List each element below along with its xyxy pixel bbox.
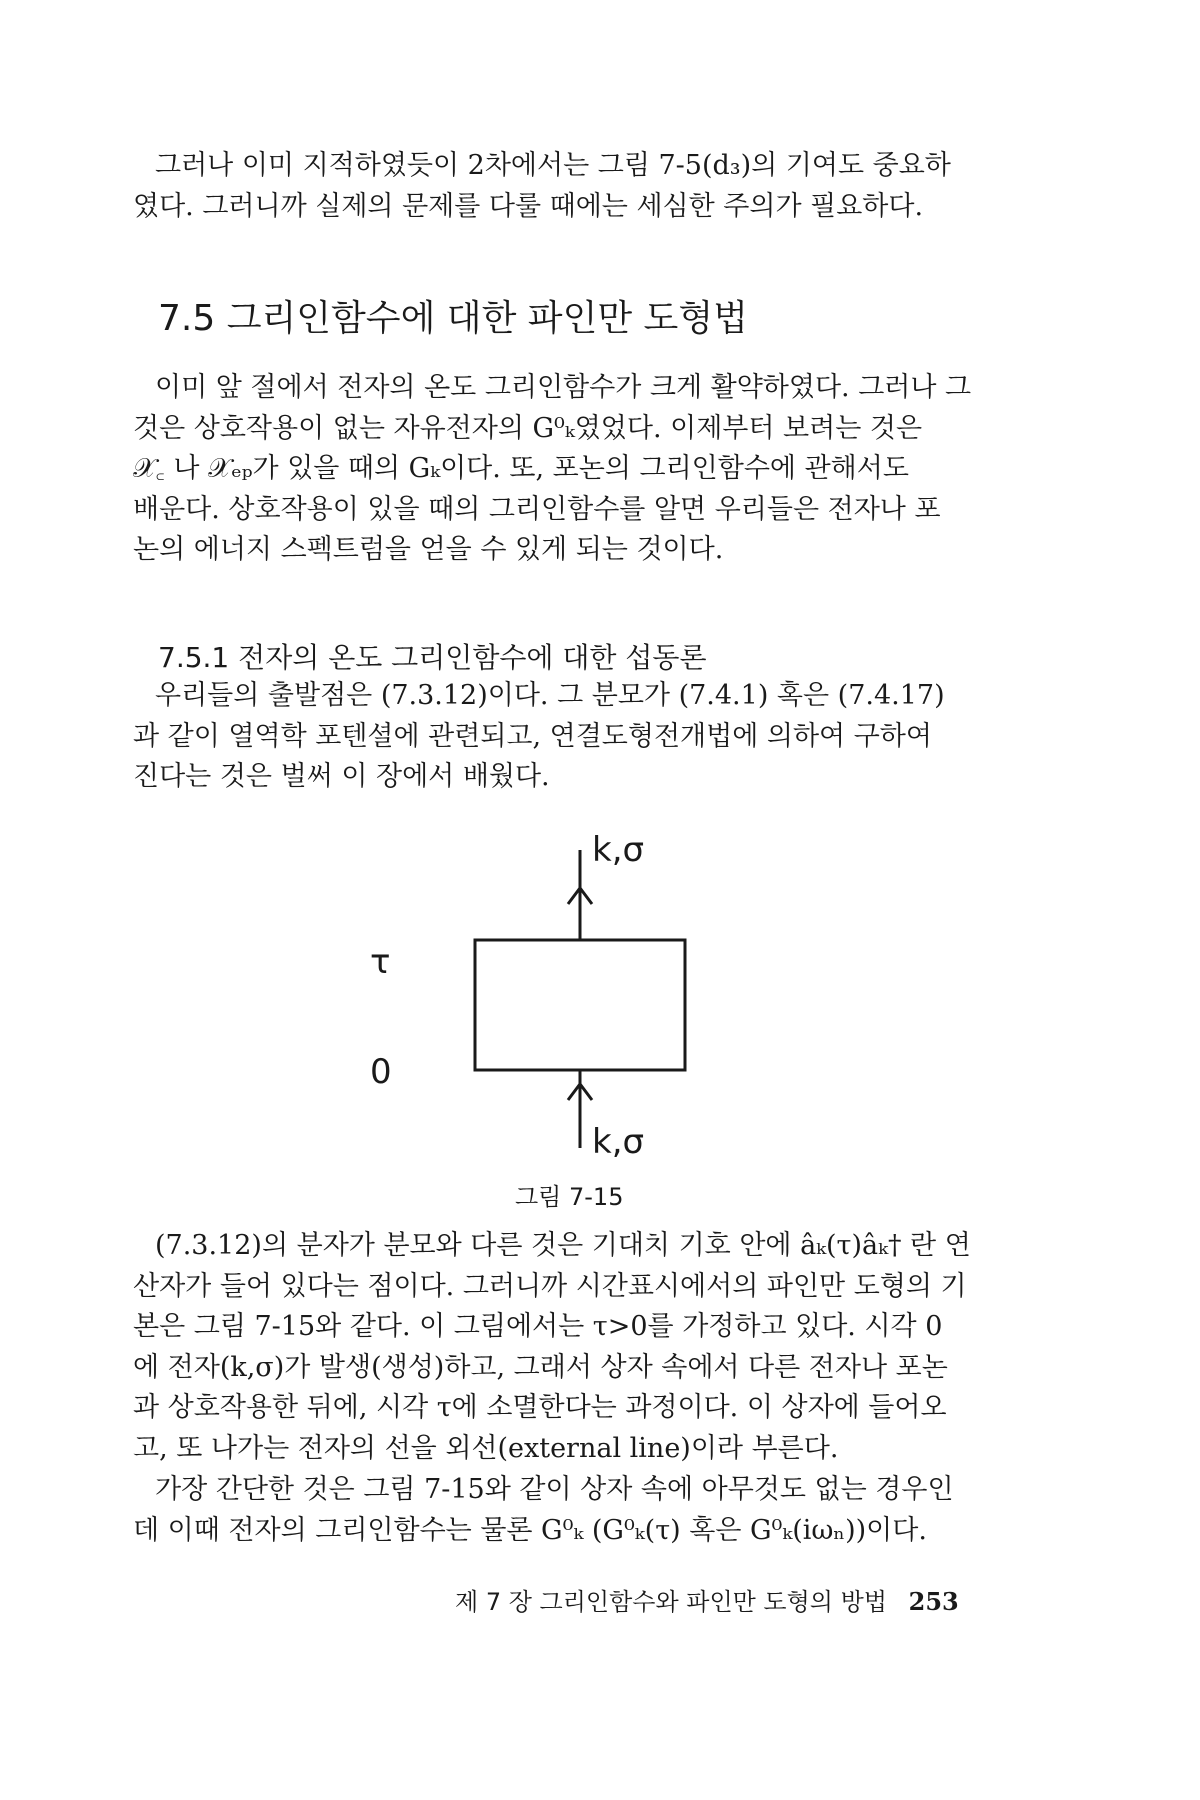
text-line: 배운다. 상호작용이 있을 때의 그리인함수를 알면 우리들은 전자나 포: [133, 493, 941, 525]
text-line: 과 상호작용한 뒤에, 시각 τ에 소멸한다는 과정이다. 이 상자에 들어오: [133, 1392, 947, 1423]
bottom-label-k-sigma: k,σ: [592, 1122, 645, 1162]
text-line: 과 같이 열역학 포텐셜에 관련되고, 연결도형전개법에 의하여 구하여: [133, 720, 932, 752]
diagram-drawing: [380, 830, 780, 1170]
text-line: 고, 또 나가는 전자의 선을 외선(external line)이라 부른다.: [133, 1432, 839, 1464]
figure-caption: 그림 7-15: [515, 1183, 624, 1211]
text-line: 본은 그림 7-15와 같다. 이 그림에서는 τ>0를 가정하고 있다. 시각 0: [133, 1311, 943, 1342]
paragraph-last: [133, 1470, 1003, 1551]
zero-label: 0: [370, 1052, 392, 1092]
top-label-k-sigma: k,σ: [592, 830, 645, 870]
feynman-diagram-figure: [370, 830, 780, 1170]
paragraph-section: [133, 368, 1003, 571]
text-line: 가장 간단한 것은 그림 7-15와 같이 상자 속에 아무것도 없는 경우인: [155, 1474, 954, 1505]
text-line: (7.3.12)의 분자가 분모와 다른 것은 기대치 기호 안에 âₖ(τ)âₖ† 란 연: [155, 1230, 971, 1261]
text-line: 우리들의 출발점은 (7.3.12)이다. 그 분모가 (7.4.1) 혹은 (7.4.17): [155, 680, 945, 711]
running-title: 제 7 장 그리인함수와 파인만 도형의 방법: [455, 1588, 887, 1616]
text-line: 데 이때 전자의 그리인함수는 물론 G⁰ₖ (G⁰ₖ(τ) 혹은 G⁰ₖ(iωₙ))이다.: [133, 1514, 927, 1546]
interaction-box: [475, 940, 685, 1070]
text-line: 였다. 그러니까 실제의 문제를 다룰 때에는 세심한 주의가 필요하다.: [133, 190, 924, 222]
text-line: 것은 상호작용이 없는 자유전자의 G⁰ₖ였었다. 이제부터 보려는 것은: [133, 412, 923, 444]
page-number: 253: [908, 1587, 959, 1616]
subsection-title: 7.5.1 전자의 온도 그리인함수에 대한 섭동론: [158, 641, 707, 674]
text-line: 논의 에너지 스펙트럼을 얻을 수 있게 되는 것이다.: [133, 534, 724, 565]
text-line: 그러나 이미 지적하였듯이 2차에서는 그림 7-5(d₃)의 기여도 중요하: [155, 150, 951, 181]
paragraph-subsection: [133, 676, 1003, 798]
text-line: 에 전자(k,σ)가 발생(생성)하고, 그래서 상자 속에서 다른 전자나 포논: [133, 1351, 948, 1383]
paragraph-after-figure: [133, 1226, 1003, 1469]
text-line: 이미 앞 절에서 전자의 온도 그리인함수가 크게 활약하였다. 그러나 그: [155, 372, 972, 403]
text-line: 𝒳꜀ 나 𝒳ₑₚ가 있을 때의 Gₖ이다. 또, 포논의 그리인함수에 관해서도: [133, 453, 909, 484]
text-line: 산자가 들어 있다는 점이다. 그러니까 시간표시에서의 파인만 도형의 기: [133, 1270, 967, 1302]
paragraph-intro: [133, 146, 1003, 227]
tau-label: τ: [370, 942, 391, 982]
section-title: 7.5 그리인함수에 대한 파인만 도형법: [158, 298, 748, 339]
page-footer: [455, 1582, 959, 1617]
text-line: 진다는 것은 벌써 이 장에서 배웠다.: [133, 761, 550, 792]
